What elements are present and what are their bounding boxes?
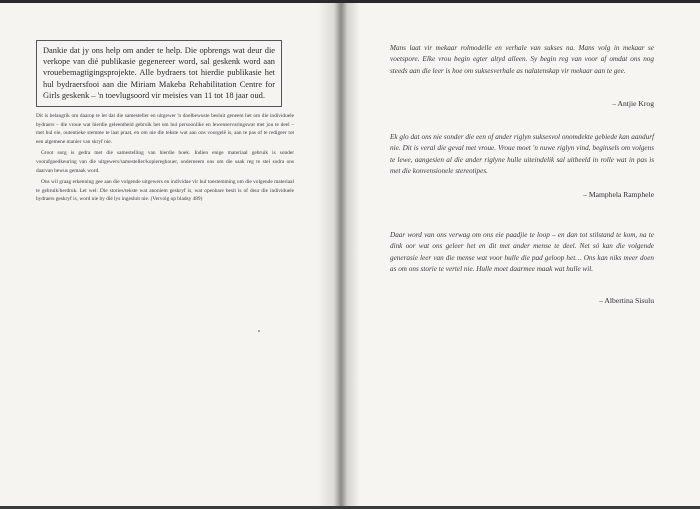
paragraph-2: Groot sorg is gedra met die samestelling van hierdie boek. Indien enige materiaal gebruik is sonder voorafgoedkeuring van die uitgewers/samesteller/kopiereghouer, onderneem ons om die saak reg te stel sodra ons daarvan bewus gemaak word. (36, 150, 294, 174)
intro-text: Dankie dat jy ons help om ander te help. Die opbrengs wat deur die verkope van dié publikasie gegenereer word, sal geskenk word aan vrouebemagtigingsprojekte. Alle bydraers tot hierdie publikasie het hul bydraersfooi aan die Miriam Makeba Rehabilitation Centre for Girls geskenk – 'n toevlugsoord vir meisies van 11 tot 18 jaar oud. (43, 46, 275, 100)
scan-edge-top (0, 0, 700, 3)
quote-3: Daar word van ons verwag om ons eie paadjie te loop – en dan tot stilstand te kom, na te dink oor wat ons geleer het en dit met ander mense te deel. Net só kan die volgende generasie leer van die mense wat voor hulle die pad geloop het… Ons kan niks meer doen as om ons storie te vertel nie. Hulle moet daarmee maak wat hulle wil. (390, 231, 654, 274)
quote-1-author: – Antjie Krog (612, 99, 654, 108)
book-gutter (318, 0, 360, 509)
quote-2-author: – Mamphela Ramphele (583, 190, 654, 199)
left-page (0, 0, 342, 509)
acknowledgement-text (36, 112, 294, 207)
intro-box (36, 40, 282, 107)
paragraph-3: Ons wil graag erkenning gee aan die volgende uitgewers en individue vir hul toestemming om die volgende materiaal te gebruik/herdruk. Let wel: Die stories/tekste wat anoniem geskryf is, wat openbare besit is of deur die individuele bydraers geskryf is, word nie by dié lys ingesluit nie. (Vervolg op bladsy 489) (36, 179, 294, 203)
paper-speck (258, 330, 260, 332)
quote-3-author: – Albertina Sisulu (599, 296, 654, 305)
quote-1: Mans laat vir mekaar rolmodelle en verhale van sukses na. Mans volg in mekaar se voetspore. Elke vrou begin egter altyd alleen. Sy begin reg van voor af omdat ons nog steeds aan die leer is hoe om suksesverhale as nalatenskap vir mekaar aan te gee. (390, 44, 654, 75)
quote-2: Ek glo dat ons nie sonder die een of ander riglyn suksesvol onomdekte gebiede kan aandurf nie. Dit is veral die geval met vroue. Vroue moet 'n nuwe riglyn vind, beginsels om volgens te lewe, aangesien al die ander riglyne hulle uiteindelik sal uitbeeld in rolle wat in pas is met die konvensionele stereotipes. (390, 133, 654, 176)
paragraph-1: Dit is belangrik om daarop te let dat die samesteller en uitgewer 'n doelbewuste besluit geneem het om die individuele bydraers – die vroue wat hierdie geleentheid gebruik het om hul persoonlike en lewenservaringswat met jou te deel – met hul eie, outentieke stemme te laat praat, en om nie die tekste wat aan ons voorgelê is, aan te pas of te redigeer tot een algemene manier van skryf nie. (36, 113, 294, 145)
